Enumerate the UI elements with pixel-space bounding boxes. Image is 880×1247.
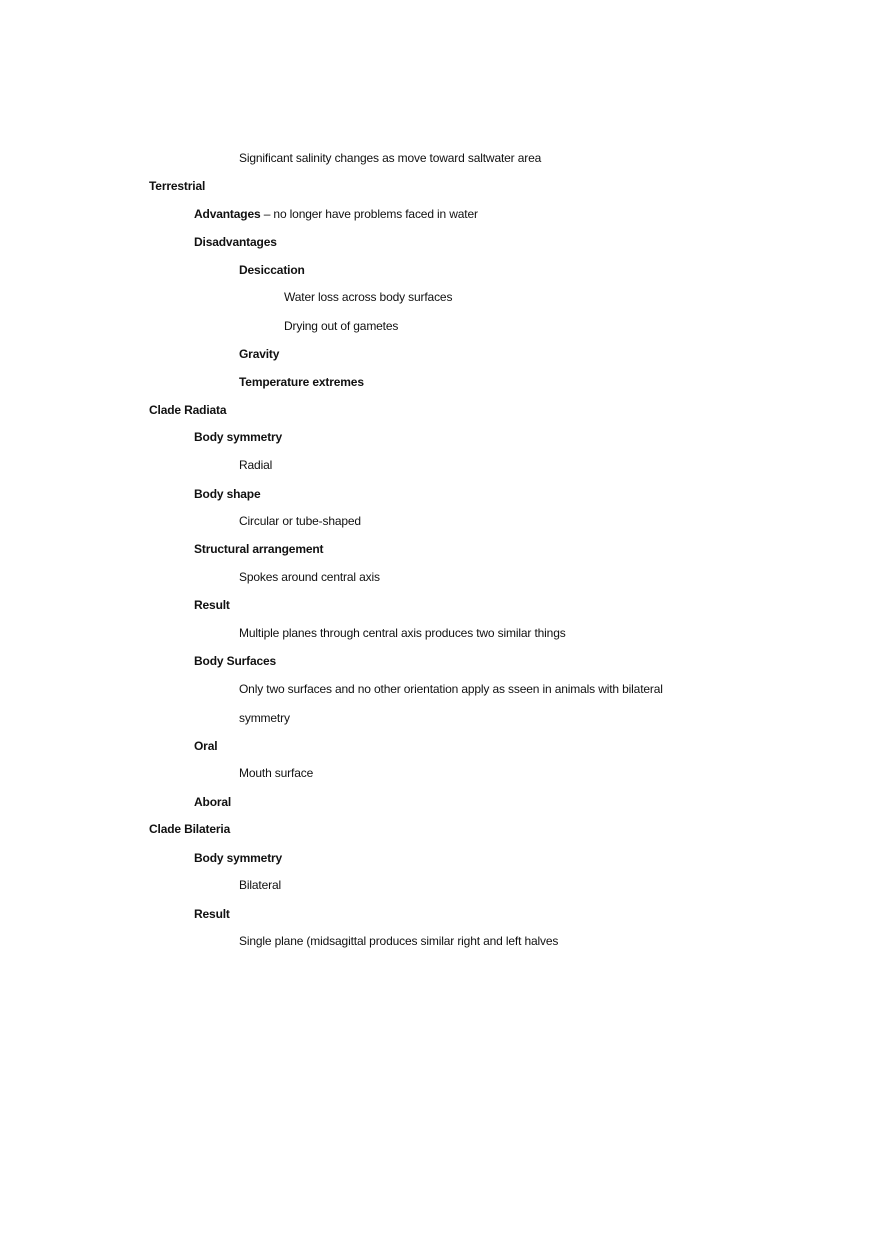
outline-text	[194, 206, 478, 222]
outline-text: Mouth surface	[239, 766, 314, 780]
outline-heading: Body Surfaces	[194, 654, 277, 668]
outline-heading: Aboral	[194, 795, 232, 809]
outline-term: Advantages	[194, 207, 261, 221]
outline-text: Single plane (midsagittal produces similar right and left halves	[239, 934, 559, 948]
outline-heading: Desiccation	[239, 263, 305, 277]
outline-heading: Gravity	[239, 347, 280, 361]
outline-heading: Clade Radiata	[149, 403, 227, 417]
outline-text: Bilateral	[239, 878, 282, 892]
outline-text: Significant salinity changes as move toward saltwater area	[239, 151, 542, 165]
outline-text: Drying out of gametes	[284, 319, 399, 333]
outline-text: Radial	[239, 458, 273, 472]
outline-text: Water loss across body surfaces	[284, 290, 453, 304]
outline-heading: Temperature extremes	[239, 375, 364, 389]
outline-heading: Disadvantages	[194, 235, 277, 249]
outline-text: Multiple planes through central axis produces two similar things	[239, 626, 566, 640]
outline-definition: – no longer have problems faced in water	[260, 207, 478, 221]
outline-heading: Body symmetry	[194, 851, 283, 865]
outline-heading: Result	[194, 598, 230, 612]
outline-heading: Body symmetry	[194, 430, 283, 444]
outline-heading: Result	[194, 907, 230, 921]
outline-heading: Body shape	[194, 487, 261, 501]
outline-heading: Oral	[194, 739, 218, 753]
outline-heading: Terrestrial	[149, 179, 206, 193]
outline-text: Spokes around central axis	[239, 570, 380, 584]
outline-text: Only two surfaces and no other orientation apply as sseen in animals with bilateral	[239, 682, 663, 696]
outline-text: Circular or tube-shaped	[239, 514, 361, 528]
outline-text: symmetry	[239, 711, 290, 725]
outline-heading: Structural arrangement	[194, 542, 324, 556]
outline-heading: Clade Bilateria	[149, 822, 231, 836]
